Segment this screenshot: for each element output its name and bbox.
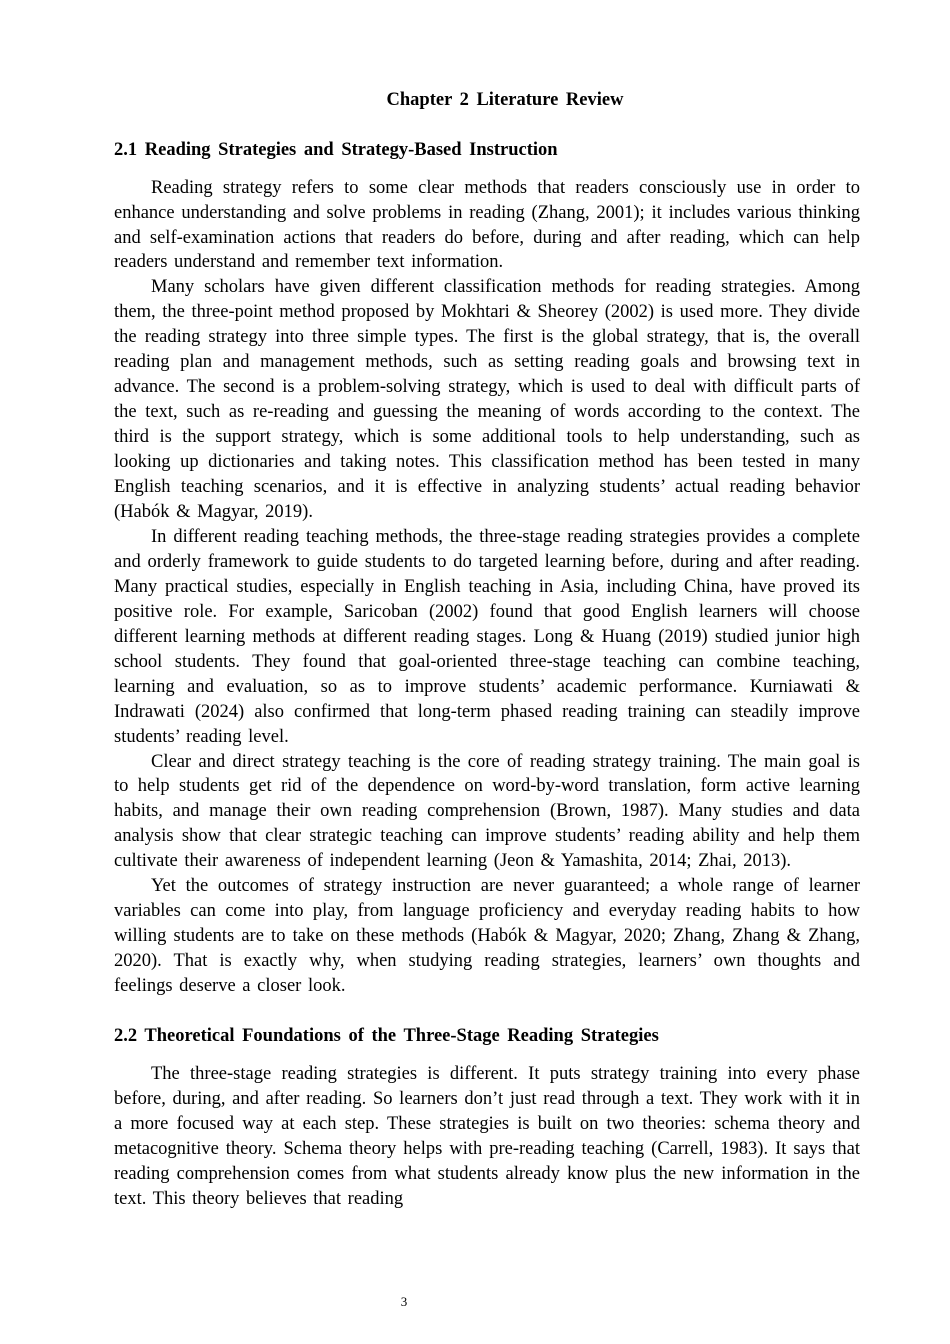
paragraph: Reading strategy refers to some clear methods that readers consciously use in order to enhance understanding and solve problems in reading (Zhang, 2001); it includes various thinking and self-examination actions that readers do before, during and after reading, which can help readers understand and remember text information. — [114, 177, 860, 273]
paragraph: The three-stage reading strategies is different. It puts strategy training into every phase before, during, and after reading. So learners don’t just read through a text. They work with it in a more focused way at each step. These strategies is built on two theories: schema theory and metacognitive theory. Schema theory helps with pre-reading teaching (Carrell, 1983). It says that reading comprehension comes from what students already know plus the new information in the text. This theory believes that reading — [114, 1063, 860, 1209]
section-heading: 2.1 Reading Strategies and Strategy-Based Instruction — [114, 139, 558, 160]
chapter-title: Chapter 2 Literature Review — [386, 90, 624, 110]
paragraph: Yet the outcomes of strategy instruction are never guaranteed; a whole range of learner variables can come into play, from language proficiency and everyday reading habits to how willing students are to take on these methods (Habók & Magyar, 2020; Zhang, Zhang & Zhang, 2020). That is exactly why, when studying reading strategies, learners’ own thoughts and feelings deserve a closer look. — [114, 876, 860, 997]
section-2-2 — [114, 1024, 860, 1212]
section-2-1 — [114, 138, 860, 999]
document-page — [114, 88, 860, 1212]
paragraph: In different reading teaching methods, the three-stage reading strategies provides a complete and orderly framework to guide students to do targeted learning before, during and after reading. Many practical studies, especially in English teaching in Asia, including China, have proved its positive role. For example, Saricoban (2002) found that good English learners will choose different learning methods at different reading stages. Long & Huang (2019) studied junior high school students. They found that goal-oriented three-stage teaching can combine teaching, learning and evaluation, so as to improve students’ academic performance. Kurniawati & Indrawati (2024) also confirmed that long-term phased reading training can steadily improve students’ reading level. — [114, 526, 860, 747]
paragraph: Clear and direct strategy teaching is the core of reading strategy training. The main goal is to help students get rid of the dependence on word-by-word translation, form active learning habits, and manage their own reading comprehension (Brown, 1987). Many studies and data analysis show that clear strategic teaching can improve students’ reading ability and help them cultivate their awareness of independent learning (Jeon & Yamashita, 2014; Zhai, 2013). — [114, 751, 860, 872]
paragraph: Many scholars have given different classification methods for reading strategies. Among them, the three-point method proposed by Mokhtari & Sheorey (2002) is used more. They divide the reading strategy into three simple types. The first is the global strategy, that is, the overall reading plan and management methods, such as setting reading goals and browsing text in advance. The second is a problem-solving strategy, which is used to deal with difficult parts of the text, such as re-reading and guessing the meaning of words according to the context. The third is the support strategy, which is some additional tools to help understanding, such as looking up dictionaries and taking notes. This classification method has been tested in many English teaching scenarios, and it is effective in analyzing students’ actual reading behavior (Habók & Magyar, 2019). — [114, 277, 860, 522]
page-number: 3 — [400, 1294, 408, 1309]
section-heading: 2.2 Theoretical Foundations of the Three-Stage Reading Strategies — [114, 1026, 659, 1047]
